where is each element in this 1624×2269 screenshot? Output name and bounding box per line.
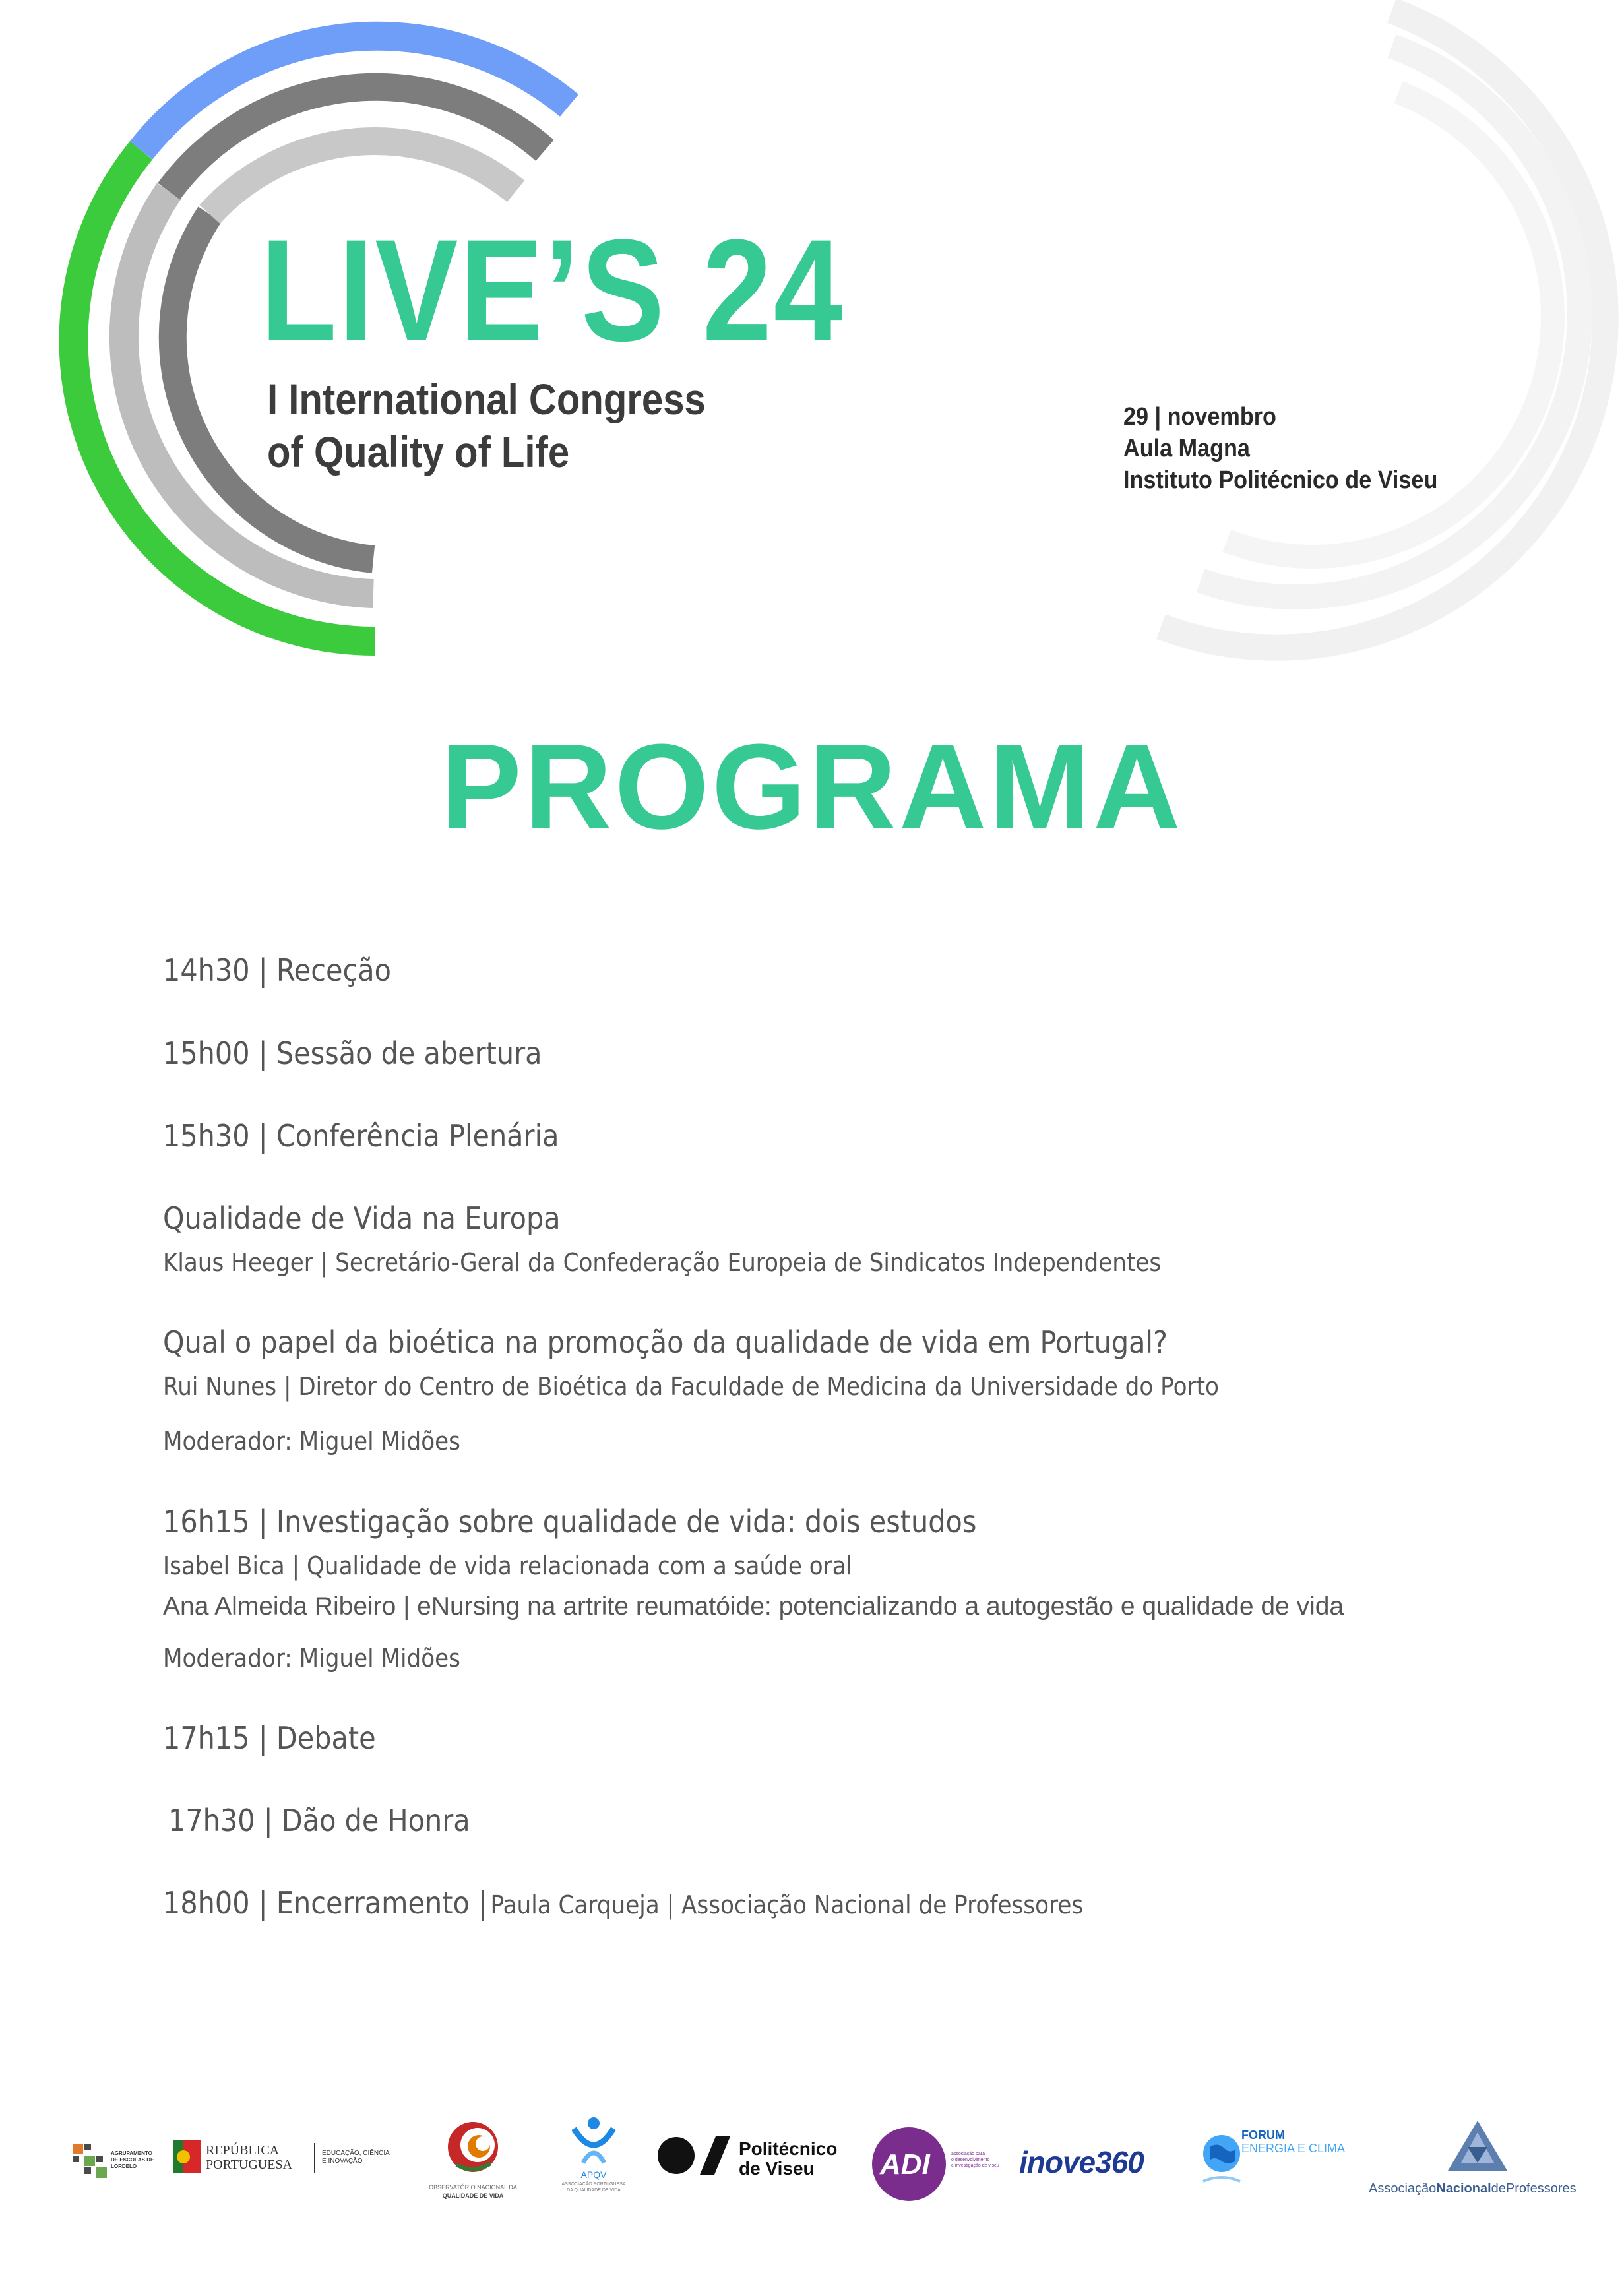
agrupamento-text-2: DE ESCOLAS DE [111, 2157, 154, 2163]
forum-energia-clima-logo [1201, 2127, 1352, 2200]
anp-text-3: de [1491, 2181, 1506, 2196]
adi-logo [871, 2126, 999, 2205]
event-info [1123, 401, 1437, 496]
talk-1-speaker: Klaus Heeger | Secretário-Geral da Confederação Europeia de Sindicatos Independentes [163, 1248, 1162, 1277]
apqv-figure-icon [567, 2114, 620, 2167]
program-item-plenary: 15h30 | Conferência Plenária [163, 1118, 559, 1154]
adi-text-1: associação para [951, 2152, 985, 2156]
moderator-1: Moderador: Miguel Midões [163, 1427, 460, 1456]
adi-text-2: o desenvolvimento [951, 2158, 990, 2162]
study-2: Ana Almeida Ribeiro | eNursing na artrite reumatóide: potencializando a autogestão e qualidade de vida [163, 1592, 1344, 1621]
closing-time-label: 18h00 | Encerramento | [163, 1885, 487, 1921]
program-item-reception: 14h30 | Receção [163, 952, 391, 988]
talk-1-title: Qualidade de Vida na Europa [163, 1200, 561, 1236]
event-venue: Aula Magna [1123, 435, 1250, 462]
subtitle-line-2: of Quality of Life [267, 427, 570, 476]
agrupamento-logo [73, 2144, 165, 2183]
observatorio-icon [443, 2117, 503, 2177]
program-item-opening: 15h00 | Sessão de abertura [163, 1036, 542, 1071]
portugal-flag-icon [173, 2140, 201, 2173]
observatorio-text-1: OBSERVATÓRIO NACIONAL DA [429, 2184, 517, 2191]
talk-2-title: Qual o papel da bioética na promoção da qualidade de vida em Portugal? [163, 1324, 1168, 1360]
politecnico-icon [656, 2135, 730, 2176]
apqv-name: APQV [580, 2169, 607, 2180]
republica-text-2: PORTUGUESA [206, 2158, 293, 2172]
anp-triangle-icon [1448, 2121, 1507, 2173]
observatorio-logo [417, 2117, 529, 2210]
agrupamento-icon [73, 2144, 107, 2178]
forum-text-2: ENERGIA E CLIMA [1241, 2142, 1346, 2155]
logo-divider [314, 2143, 315, 2173]
observatorio-text-2: QUALIDADE DE VIDA [442, 2192, 504, 2199]
adi-name: ADI [880, 2148, 930, 2181]
event-title: LIVE’S 24 [261, 209, 845, 371]
apqv-logo [551, 2114, 637, 2213]
study-1: Isabel Bica | Qualidade de vida relacionada com a saúde oral [163, 1551, 853, 1580]
agrupamento-text-3: LORDELO [111, 2163, 137, 2169]
inove360-name: inove360 [1019, 2145, 1144, 2179]
anp-logo [1369, 2121, 1593, 2206]
anp-text-1: Associação [1369, 2181, 1437, 2196]
globe-icon [1201, 2127, 1243, 2187]
subtitle-line-1: I International Congress [267, 375, 706, 423]
program-item-closing [163, 1885, 1083, 1921]
anp-text-4: Professores [1505, 2181, 1577, 2196]
agrupamento-text-1: AGRUPAMENTO [111, 2150, 152, 2156]
program-item-dao-de-honra: 17h30 | Dão de Honra [168, 1803, 470, 1838]
politecnico-text-1: Politécnico [739, 2138, 838, 2159]
event-institution: Instituto Politécnico de Viseu [1123, 466, 1438, 494]
talk-2-speaker: Rui Nunes | Diretor do Centro de Bioética da Faculdade de Medicina da Universidade do Porto [163, 1372, 1219, 1401]
moderator-2: Moderador: Miguel Midões [163, 1644, 460, 1673]
sponsor-logos [0, 2107, 1624, 2220]
page-heading: PROGRAMA [441, 718, 1183, 854]
event-subtitle [267, 373, 706, 478]
closing-speaker: Paula Carqueja | Associação Nacional de Professores [490, 1890, 1084, 1919]
educacao-text-2: E INOVAÇÃO [322, 2158, 363, 2165]
politecnico-text-2: de Viseu [739, 2158, 815, 2179]
apqv-text-1: ASSOCIAÇÃO PORTUGUESA [561, 2182, 626, 2187]
event-date: 29 | novembro [1123, 403, 1276, 431]
apqv-text-2: DA QUALIDADE DE VIDA [567, 2188, 621, 2192]
republica-portuguesa-logo [173, 2140, 404, 2187]
anp-text-2: Nacional [1436, 2181, 1491, 2196]
program-item-debate: 17h15 | Debate [163, 1720, 376, 1756]
politecnico-viseu-logo [656, 2135, 854, 2188]
republica-text-1: REPÚBLICA [206, 2143, 280, 2158]
program-item-research: 16h15 | Investigação sobre qualidade de vida: dois estudos [163, 1504, 977, 1539]
inove360-logo [1019, 2140, 1177, 2187]
forum-text-1: FORUM [1241, 2129, 1285, 2142]
educacao-text-1: EDUCAÇÃO, CIÊNCIA [322, 2150, 390, 2157]
adi-text-3: e investigação de viseu [951, 2163, 999, 2168]
